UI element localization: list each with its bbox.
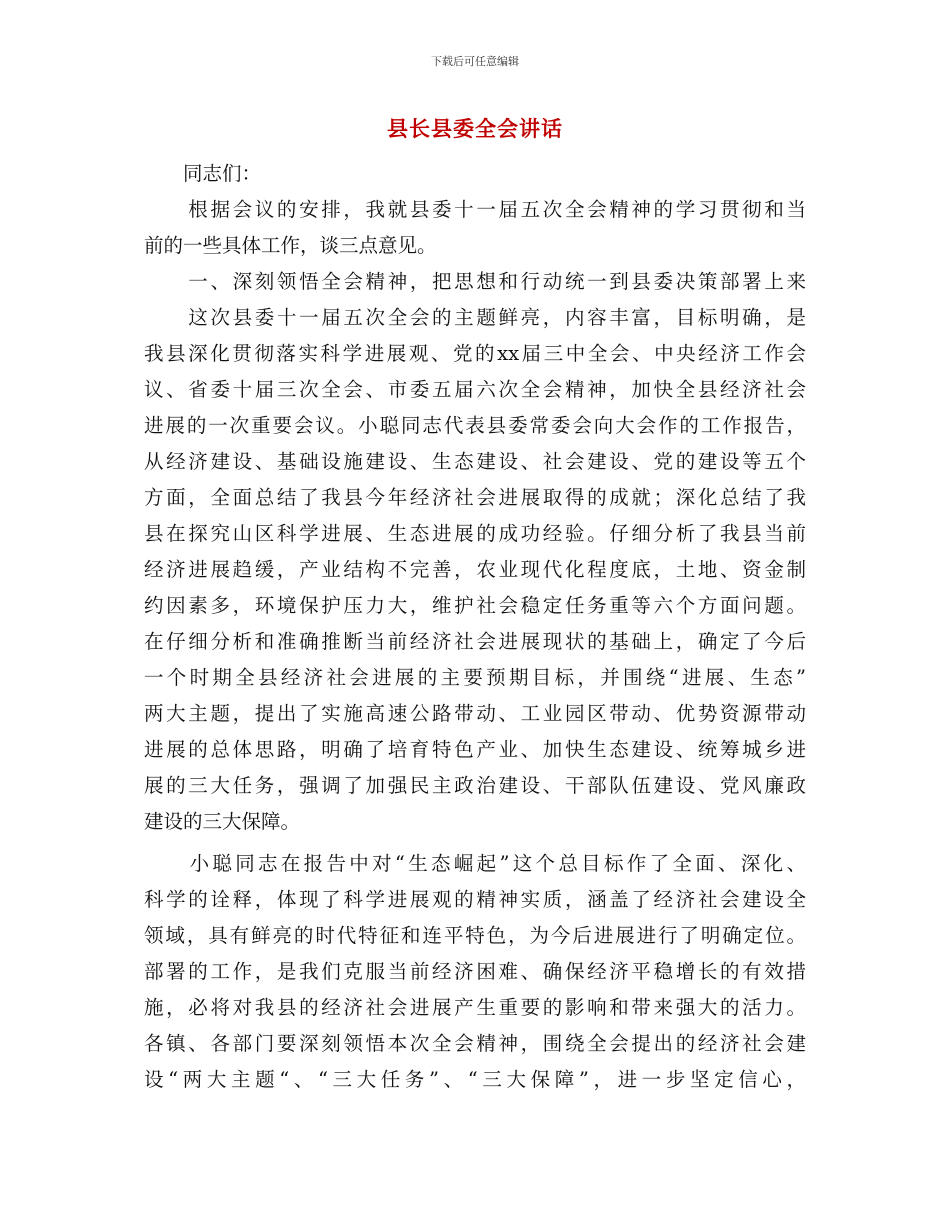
body-line: 进展的一次重要会议。小聪同志代表县委常委会向大会作的工作报告， <box>144 414 806 437</box>
body-line: 前的一些具体工作，谈三点意见。 <box>144 234 437 257</box>
body-line: 方面，全面总结了我县今年经济社会进展取得的成就；深化总结了我 <box>144 486 806 509</box>
body-line: 约因素多，环境保护压力大，维护社会稳定任务重等六个方面问题。 <box>144 594 806 617</box>
body-line: 设“两大主题“、“三大任务”、“三大保障”，进一步坚定信心， <box>144 1068 806 1091</box>
body-line: 从经济建设、基础设施建设、生态建设、社会建设、党的建设等五个 <box>144 450 806 473</box>
body-line: 经济进展趋缓，产业结构不完善，农业现代化程度底，土地、资金制 <box>144 558 806 581</box>
body-line: 这次县委十一届五次全会的主题鲜亮，内容丰富，目标明确，是 <box>144 306 806 329</box>
body-line: 各镇、各部门要深刻领悟本次全会精神，围绕全会提出的经济社会建 <box>144 1032 806 1055</box>
body-line: 科学的诠释，体现了科学进展观的精神实质，涵盖了经济社会建设全 <box>144 888 806 911</box>
body-line: 一个时期全县经济社会进展的主要预期目标，并围绕“进展、生态” <box>144 666 806 689</box>
body-line: 进展的总体思路，明确了培育特色产业、加快生态建设、统筹城乡进 <box>144 738 806 761</box>
body-line: 同志们： <box>144 162 262 185</box>
body-line: 部署的工作，是我们克服当前经济困难、确保经济平稳增长的有效措 <box>144 960 806 983</box>
body-line: 议、省委十届三次全会、市委五届六次全会精神，加快全县经济社会 <box>144 378 806 401</box>
document-title: 县长县委全会讲话 <box>387 116 563 141</box>
body-line: 领域，具有鲜亮的时代特征和连平特色，为今后进展进行了明确定位。 <box>144 924 806 947</box>
body-line: 展的三大任务，强调了加强民主政治建设、干部队伍建设、党风廉政 <box>144 774 806 797</box>
body-line: 小聪同志在报告中对“生态崛起”这个总目标作了全面、深化、 <box>144 852 806 875</box>
body-line: 施，必将对我县的经济社会进展产生重要的影响和带来强大的活力。 <box>144 996 806 1019</box>
body-line: 在仔细分析和准确推断当前经济社会进展现状的基础上，确定了今后 <box>144 630 806 653</box>
body-line: 我县深化贯彻落实科学进展观、党的xx届三中全会、中央经济工作会 <box>144 342 806 365</box>
body-line: 一、深刻领悟全会精神，把思想和行动统一到县委决策部署上来 <box>144 270 806 293</box>
document-body <box>144 156 806 1098</box>
body-line: 县在探究山区科学进展、生态进展的成功经验。仔细分析了我县当前 <box>144 522 806 545</box>
body-line: 根据会议的安排，我就县委十一届五次全会精神的学习贯彻和当 <box>144 198 806 221</box>
body-line: 两大主题，提出了实施高速公路带动、工业园区带动、优势资源带动 <box>144 702 806 725</box>
body-line: 建设的三大保障。 <box>144 810 301 833</box>
header-note: 下载后可任意编辑 <box>431 55 519 68</box>
